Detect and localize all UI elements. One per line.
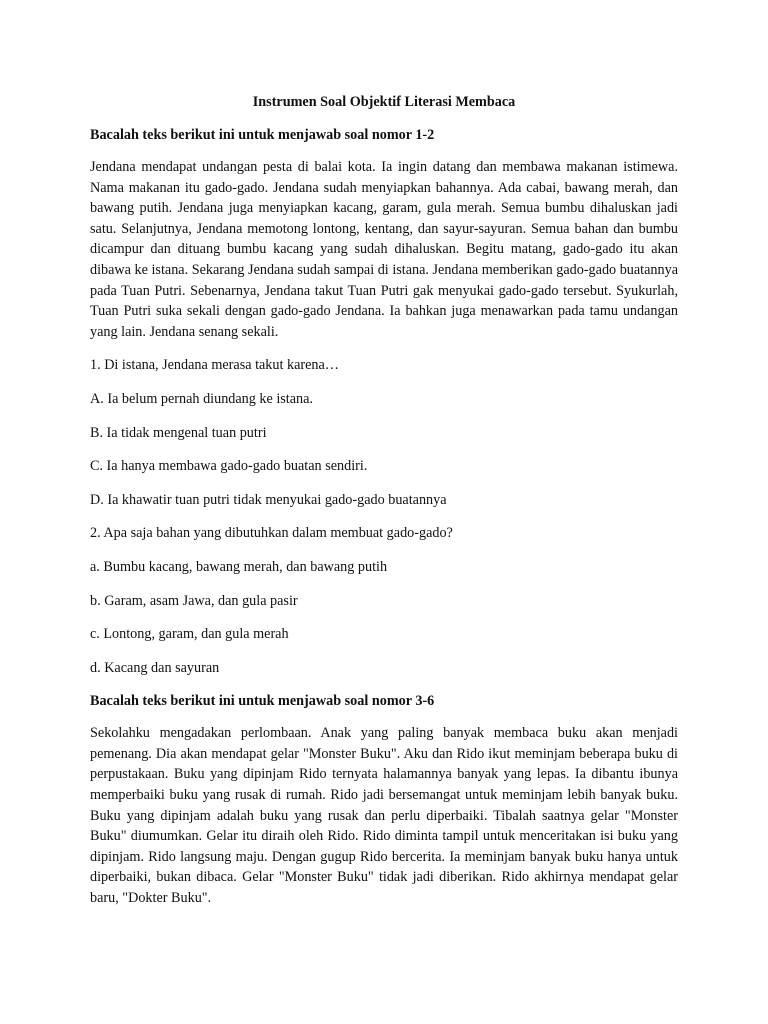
question-1-option-c: C. Ia hanya membawa gado-gado buatan sendiri. (90, 458, 368, 475)
question-2-option-c: c. Lontong, garam, dan gula merah (90, 626, 289, 643)
question-1-option-b: B. Ia tidak mengenal tuan putri (90, 424, 267, 441)
question-2: 2. Apa saja bahan yang dibutuhkan dalam membuat gado-gado? (90, 525, 453, 542)
section-1-heading: Bacalah teks berikut ini untuk menjawab soal nomor 1-2 (90, 127, 435, 143)
section-2-passage: Sekolahku mengadakan perlombaan. Anak yang paling banyak membaca buku akan menjadi pemenang. Dia akan mendapat gelar "Monster Buku". Aku dan Rido ikut meminjam beberapa buku di perpustakaan. Buku yang dipinjam Rido ternyata halamannya banyak yang lepas. Ia dibantu ibunya memperbaiki buku yang rusak di rumah. Rido jadi bersemangat untuk meminjam lebih banyak buku. Buku yang dipinjam adalah buku yang rusak dan perlu diperbaiki. Tibalah saatnya gelar "Monster Buku" diumumkan. Gelar itu diraih oleh Rido. Rido diminta tampil untuk menceritakan isi buku yang dipinjam. Rido langsung maju. Dengan gugup Rido bercerita. Ia meminjam banyak buku hanya untuk diperbaiki, bukan dibaca. Gelar "Monster Buku" tidak jadi diberikan. Rido akhirnya mendapat gelar baru, "Dokter Buku". (90, 725, 678, 907)
question-2-option-d: d. Kacang dan sayuran (90, 659, 220, 676)
question-1-option-d: D. Ia khawatir tuan putri tidak menyukai gado-gado buatannya (90, 491, 447, 508)
document-page (90, 92, 678, 922)
question-1-option-a: A. Ia belum pernah diundang ke istana. (90, 390, 313, 407)
question-1: 1. Di istana, Jendana merasa takut karena… (90, 357, 339, 374)
question-2-option-a: a. Bumbu kacang, bawang merah, dan bawang putih (90, 558, 388, 575)
document-title: Instrumen Soal Objektif Literasi Membaca (252, 94, 516, 110)
section-2-heading: Bacalah teks berikut ini untuk menjawab soal nomor 3-6 (90, 693, 435, 710)
section-1-passage: Jendana mendapat undangan pesta di balai kota. Ia ingin datang dan membawa makanan istimewa. Nama makanan itu gado-gado. Jendana sudah menyiapkan bahannya. Ada cabai, bawang merah, dan bawang putih. Jendana juga menyiapkan kacang, garam, gula merah. Semua bumbu dihaluskan jadi satu. Selanjutnya, Jendana memotong lontong, kentang, dan sayur-sayuran. Semua bahan dan bumbu dicampur dan dituang bumbu kacang yang sudah dihaluskan. Begitu matang, gado-gado itu akan dibawa ke istana. Sekarang Jendana sudah sampai di istana. Jendana memberikan gado-gado buatannya pada Tuan Putri. Sebenarnya, Jendana takut Tuan Putri gak menyukai gado-gado tersebut. Syukurlah, Tuan Putri suka sekali dengan gado-gado Jendana. Ia bahkan juga menawarkan pada tamu undangan yang lain. Jendana senang sekali. (90, 159, 678, 340)
question-2-option-b: b. Garam, asam Jawa, dan gula pasir (90, 592, 298, 609)
